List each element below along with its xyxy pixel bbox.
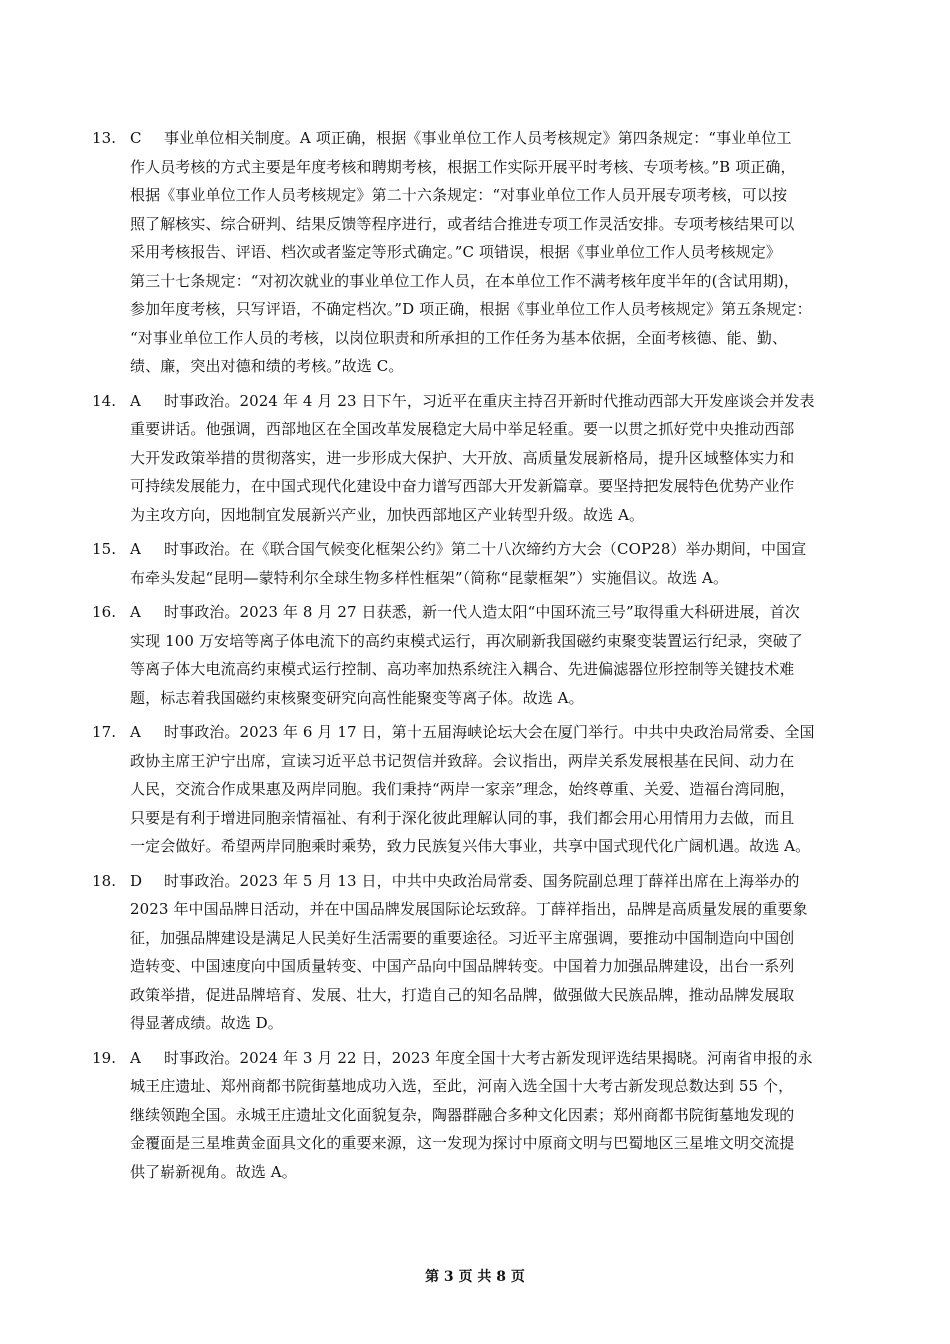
answer-text: 时事政治。在《联合国气候变化框架公约》第二十八次缔约方大会（COP28）举办期间，中国宣 — [164, 540, 807, 558]
answer-letter: A — [130, 723, 141, 741]
answer-text: 时事政治。2023 年 5 月 13 日，中共中央政治局常委、国务院副总理丁薛祥出席在上海举办的 — [164, 871, 800, 890]
answer-text: 时事政治。2023 年 8 月 27 日获悉，新一代人造太阳“中国环流三号”取得重大科研进展，首次 — [164, 603, 800, 621]
answer-line — [92, 295, 862, 324]
answer-text: 人民，交流合作成果惠及两岸同胞。我们秉持“两岸一家亲”理念，始终尊重、关爱、造福台湾同胞， — [130, 780, 795, 798]
answer-text: 继续领跑全国。永城王庄遗址文化面貌复杂，陶器群融合多种文化因素；郑州商都书院街墓地发现的 — [130, 1105, 795, 1124]
answer-line — [92, 895, 862, 924]
answer-line — [92, 1101, 862, 1130]
answer-line — [92, 775, 862, 804]
answer-text: 时事政治。2023 年 6 月 17 日，第十五届海峡论坛大会在厦门举行。中共中央政治局常委、全国 — [164, 723, 815, 741]
answer-line — [92, 924, 862, 953]
answer-text: 事业单位相关制度。A 项正确，根据《事业单位工作人员考核规定》第四条规定：“事业单位工 — [164, 129, 792, 147]
question-number: 16. — [92, 603, 117, 621]
answer-item — [92, 718, 862, 861]
answer-line — [92, 210, 862, 239]
answer-letter: D — [130, 871, 143, 890]
answer-letter: A — [130, 540, 141, 558]
answer-text: 得显著成绩。故选 D。 — [130, 1014, 283, 1032]
answer-text: 时事政治。2024 年 4 月 23 日下午，习近平在重庆主持召开新时代推动西部大开发座谈会并发表 — [164, 391, 815, 410]
answer-line — [92, 472, 862, 501]
answer-letter: A — [130, 391, 141, 410]
answer-item — [92, 387, 862, 530]
answer-line — [92, 655, 862, 684]
answer-line — [92, 627, 862, 656]
answer-line — [92, 352, 862, 381]
answer-text: 只要是有利于增进同胞亲情福祉、有利于深化彼此理解认同的事，我们都会用心用情用力去做，而且 — [130, 808, 795, 827]
answer-line — [92, 804, 862, 833]
answer-line — [92, 324, 862, 353]
answer-line — [92, 238, 862, 267]
answer-line — [92, 1158, 862, 1187]
answer-line — [92, 181, 862, 210]
answer-text: 第三十七条规定：“对初次就业的事业单位工作人员，在本单位工作不满考核年度半年的(含试用期)， — [130, 271, 799, 290]
question-number: 19. — [92, 1048, 117, 1067]
answer-letter: C — [130, 129, 142, 147]
answer-list — [92, 124, 862, 1192]
answer-line — [92, 1009, 862, 1038]
answer-text: 一定会做好。希望两岸同胞乘时乘势，致力民族复兴伟大事业，共享中国式现代化广阔机遇。故选 A。 — [130, 837, 811, 855]
answer-text: 等离子体大电流高约束模式运行控制、高功率加热系统注入耦合、先进偏滤器位形控制等关键技术难 — [130, 660, 795, 678]
answer-line — [92, 718, 862, 747]
answer-line — [92, 832, 862, 861]
answer-line — [92, 415, 862, 444]
answer-line — [92, 535, 862, 564]
answer-text: 布牵头发起“昆明—蒙特利尔全球生物多样性框架”（简称“昆蒙框架”）实施倡议。故选 A。 — [130, 568, 729, 587]
answer-line — [92, 1044, 862, 1073]
question-number: 13. — [92, 129, 117, 147]
answer-text: 绩、廉，突出对德和绩的考核。”故选 C。 — [130, 357, 404, 375]
answer-text: 金覆面是三星堆黄金面具文化的重要来源，这一发现为探讨中原商文明与巴蜀地区三星堆文明交流提 — [130, 1134, 795, 1152]
answer-line — [92, 564, 862, 593]
answer-text: 根据《事业单位工作人员考核规定》第二十六条规定：“对事业单位工作人员开展专项考核，可以按 — [130, 186, 788, 204]
answer-text: 为主攻方向，因地制宜发展新兴产业，加快西部地区产业转型升级。故选 A。 — [130, 505, 645, 524]
answer-item — [92, 598, 862, 712]
answer-line — [92, 598, 862, 627]
answer-text: “对事业单位工作人员的考核，以岗位职责和所承担的工作任务为基本依据，全面考核德、能、勤、 — [130, 328, 788, 347]
answer-text: 参加年度考核，只写评语，不确定档次。”D 项正确，根据《事业单位工作人员考核规定》第五条规定： — [130, 300, 812, 318]
question-number: 15. — [92, 540, 117, 558]
answer-text: 采用考核报告、评语、档次或者鉴定等形式确定。”C 项错误，根据《事业单位工作人员考核规定》 — [130, 243, 781, 261]
answer-letter: A — [130, 1048, 141, 1067]
page-footer: 第 3 页 共 8 页 — [425, 1269, 525, 1285]
answer-text: 题，标志着我国磁约束核聚变研究向高性能聚变等离子体。故选 A。 — [130, 688, 584, 707]
answer-text: 时事政治。2024 年 3 月 22 日，2023 年度全国十大考古新发现评选结果揭晓。河南省申报的永 — [164, 1048, 813, 1067]
answer-line — [92, 444, 862, 473]
answer-text: 2023 年中国品牌日活动，并在中国品牌发展国际论坛致辞。丁薛祥指出，品牌是高质量发展的重要象 — [130, 900, 808, 918]
answer-text: 政协主席王沪宁出席，宣读习近平总书记贺信并致辞。会议指出，两岸关系发展根基在民间、动力在 — [130, 751, 795, 770]
answer-line — [92, 747, 862, 776]
answer-item — [92, 124, 862, 381]
answer-text: 作人员考核的方式主要是年度考核和聘期考核，根据工作实际开展平时考核、专项考核。”B 项正确， — [130, 157, 796, 176]
answer-line — [92, 153, 862, 182]
answer-line — [92, 867, 862, 896]
question-number: 17. — [92, 723, 117, 741]
answer-text: 可持续发展能力，在中国式现代化建设中奋力谱写西部大开发新篇章。要坚持把发展特色优势产业作 — [130, 477, 795, 495]
answer-text: 政策举措，促进品牌培育、发展、壮大，打造自己的知名品牌，做强做大民族品牌，推动品牌发展取 — [130, 985, 795, 1004]
answer-text: 城王庄遗址、郑州商都书院街墓地成功入选，至此，河南入选全国十大考古新发现总数达到 55 个， — [130, 1077, 794, 1095]
answer-text: 供了崭新视角。故选 A。 — [130, 1162, 297, 1181]
question-number: 18. — [92, 871, 117, 890]
answer-line — [92, 981, 862, 1010]
answer-line — [92, 952, 862, 981]
answer-line — [92, 1129, 862, 1158]
answer-line — [92, 684, 862, 713]
answer-item — [92, 535, 862, 592]
answer-text: 征，加强品牌建设是满足人民美好生活需要的重要途径。习近平主席强调，要推动中国制造向中国创 — [130, 928, 795, 947]
answer-line — [92, 267, 862, 296]
answer-text: 照了解核实、综合研判、结果反馈等程序进行，或者结合推进专项工作灵活安排。专项考核结果可以 — [130, 214, 795, 233]
answer-item — [92, 867, 862, 1038]
question-number: 14. — [92, 391, 117, 410]
answer-text: 重要讲话。他强调，西部地区在全国改革发展稳定大局中举足轻重。要一以贯之抓好党中央推动西部 — [130, 420, 795, 438]
answer-item — [92, 1044, 862, 1187]
answer-text: 大开发政策举措的贯彻落实，进一步形成大保护、大开放、高质量发展新格局，提升区域整体实力和 — [130, 448, 795, 467]
answer-text: 实现 100 万安培等离子体电流下的高约束模式运行，再次刷新我国磁约束聚变装置运行纪录，突破了 — [130, 631, 803, 650]
answer-line — [92, 1072, 862, 1101]
answer-text: 造转变、中国速度向中国质量转变、中国产品向中国品牌转变。中国着力加强品牌建设，出台一系列 — [130, 957, 795, 975]
answer-letter: A — [130, 603, 141, 621]
answer-line — [92, 501, 862, 530]
answer-line — [92, 124, 862, 153]
answer-line — [92, 387, 862, 416]
